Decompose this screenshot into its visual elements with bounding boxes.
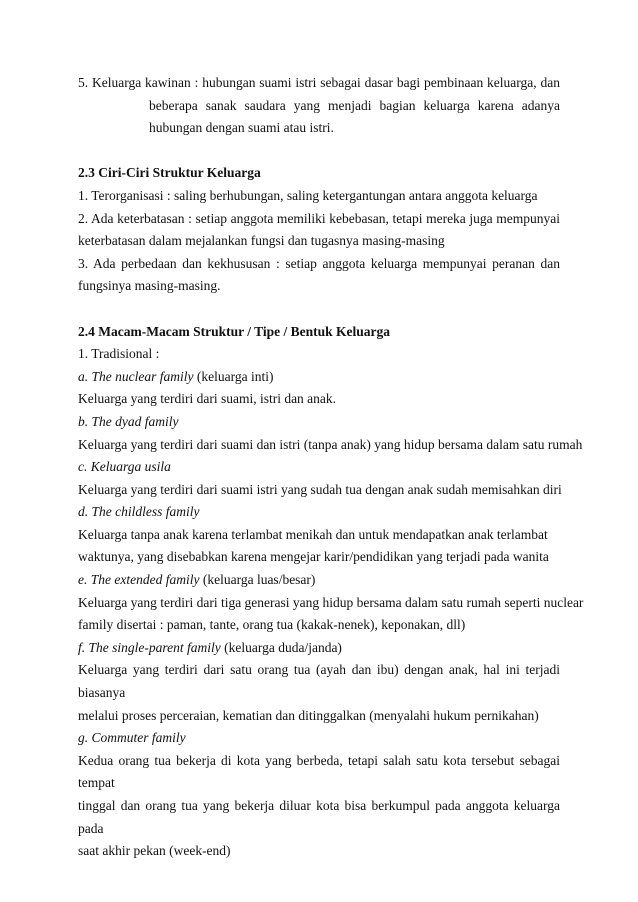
type-d-title: d. The childless family bbox=[78, 504, 200, 520]
type-a-title bbox=[78, 366, 560, 389]
type-a-desc: Keluarga yang terdiri dari suami, istri dan anak. bbox=[78, 391, 337, 407]
type-g-desc-line-3: saat akhir pekan (week-end) bbox=[78, 843, 231, 859]
type-e-desc-line-1: Keluarga yang terdiri dari tiga generasi yang hidup bersama dalam satu rumah seperti nuclear bbox=[78, 594, 584, 610]
type-f-suffix: (keluarga duda/janda) bbox=[220, 639, 342, 655]
type-e-suffix: (keluarga luas/besar) bbox=[199, 572, 316, 588]
type-g-desc-line-2: tinggal dan orang tua yang bekerja diluar kota bisa berkumpul pada anggota keluarga pada bbox=[78, 798, 560, 836]
type-d-desc-line-2: waktunya, yang disebabkan karena mengejar karir/pendidikan yang terjadi pada wanita bbox=[78, 549, 549, 565]
item-5-line-2: beberapa sanak saudara yang menjadi bagian keluarga karena adanya bbox=[149, 97, 560, 113]
type-d-desc-line-1: Keluarga tanpa anak karena terlambat menikah dan untuk mendapatkan anak terlambat bbox=[78, 526, 548, 542]
ciri-3-line-1: 3. Ada perbedaan dan kekhususan : setiap anggota keluarga mempunyai peranan dan bbox=[78, 255, 560, 271]
section-2-3-heading: 2.3 Ciri-Ciri Struktur Keluarga bbox=[78, 165, 261, 181]
type-c-title: c. Keluarga usila bbox=[78, 459, 171, 475]
type-b-desc: Keluarga yang terdiri dari suami dan istri (tanpa anak) yang hidup bersama dalam satu rumah bbox=[78, 436, 583, 452]
type-a-suffix: (keluarga inti) bbox=[193, 368, 274, 384]
item-5-line-3: hubungan dengan suami atau istri. bbox=[149, 120, 334, 136]
type-f-title bbox=[78, 637, 560, 660]
type-a-name: a. The nuclear family bbox=[78, 368, 194, 384]
document-page bbox=[78, 72, 584, 863]
type-g-desc-line-1: Kedua orang tua bekerja di kota yang berbeda, tetapi salah satu kota tersebut sebagai tempat bbox=[78, 752, 560, 791]
ciri-2-line-1: 2. Ada keterbatasan : setiap anggota memiliki kebebasan, tetapi mereka juga mempunyai bbox=[78, 210, 560, 226]
type-e-title bbox=[78, 569, 560, 592]
type-f-name: f. The single-parent family bbox=[78, 639, 221, 655]
type-b-title: b. The dyad family bbox=[78, 413, 179, 429]
item-5-line-1: 5. Keluarga kawinan : hubungan suami istri sebagai dasar bagi pembinaan keluarga, dan bbox=[78, 75, 560, 90]
section-2-4-heading: 2.4 Macam-Macam Struktur / Tipe / Bentuk Keluarga bbox=[78, 323, 390, 339]
spacer bbox=[78, 140, 560, 163]
type-c-desc: Keluarga yang terdiri dari suami istri yang sudah tua dengan anak sudah memisahkan diri bbox=[78, 481, 562, 497]
ciri-2-line-2: keterbatasan dalam mejalankan fungsi dan tugasnya masing-masing bbox=[78, 233, 445, 249]
ciri-3-line-2: fungsinya masing-masing. bbox=[78, 278, 221, 294]
tradisional-label: 1. Tradisional : bbox=[78, 346, 160, 362]
type-f-desc-line-1: Keluarga yang terdiri dari satu orang tua (ayah dan ibu) dengan anak, hal ini terjadi biasanya bbox=[78, 662, 560, 701]
type-e-desc-line-2: family disertai : paman, tante, orang tua (kakak-nenek), keponakan, dll) bbox=[78, 617, 466, 633]
type-g-title: g. Commuter family bbox=[78, 730, 186, 746]
type-e-name: e. The extended family bbox=[78, 572, 200, 588]
ciri-1: 1. Terorganisasi : saling berhubungan, saling ketergantungan antara anggota keluarga bbox=[78, 187, 538, 203]
spacer bbox=[78, 298, 560, 321]
type-f-desc-line-2: melalui proses perceraian, kematian dan ditinggalkan (menyalahi hukum pernikahan) bbox=[78, 707, 539, 723]
